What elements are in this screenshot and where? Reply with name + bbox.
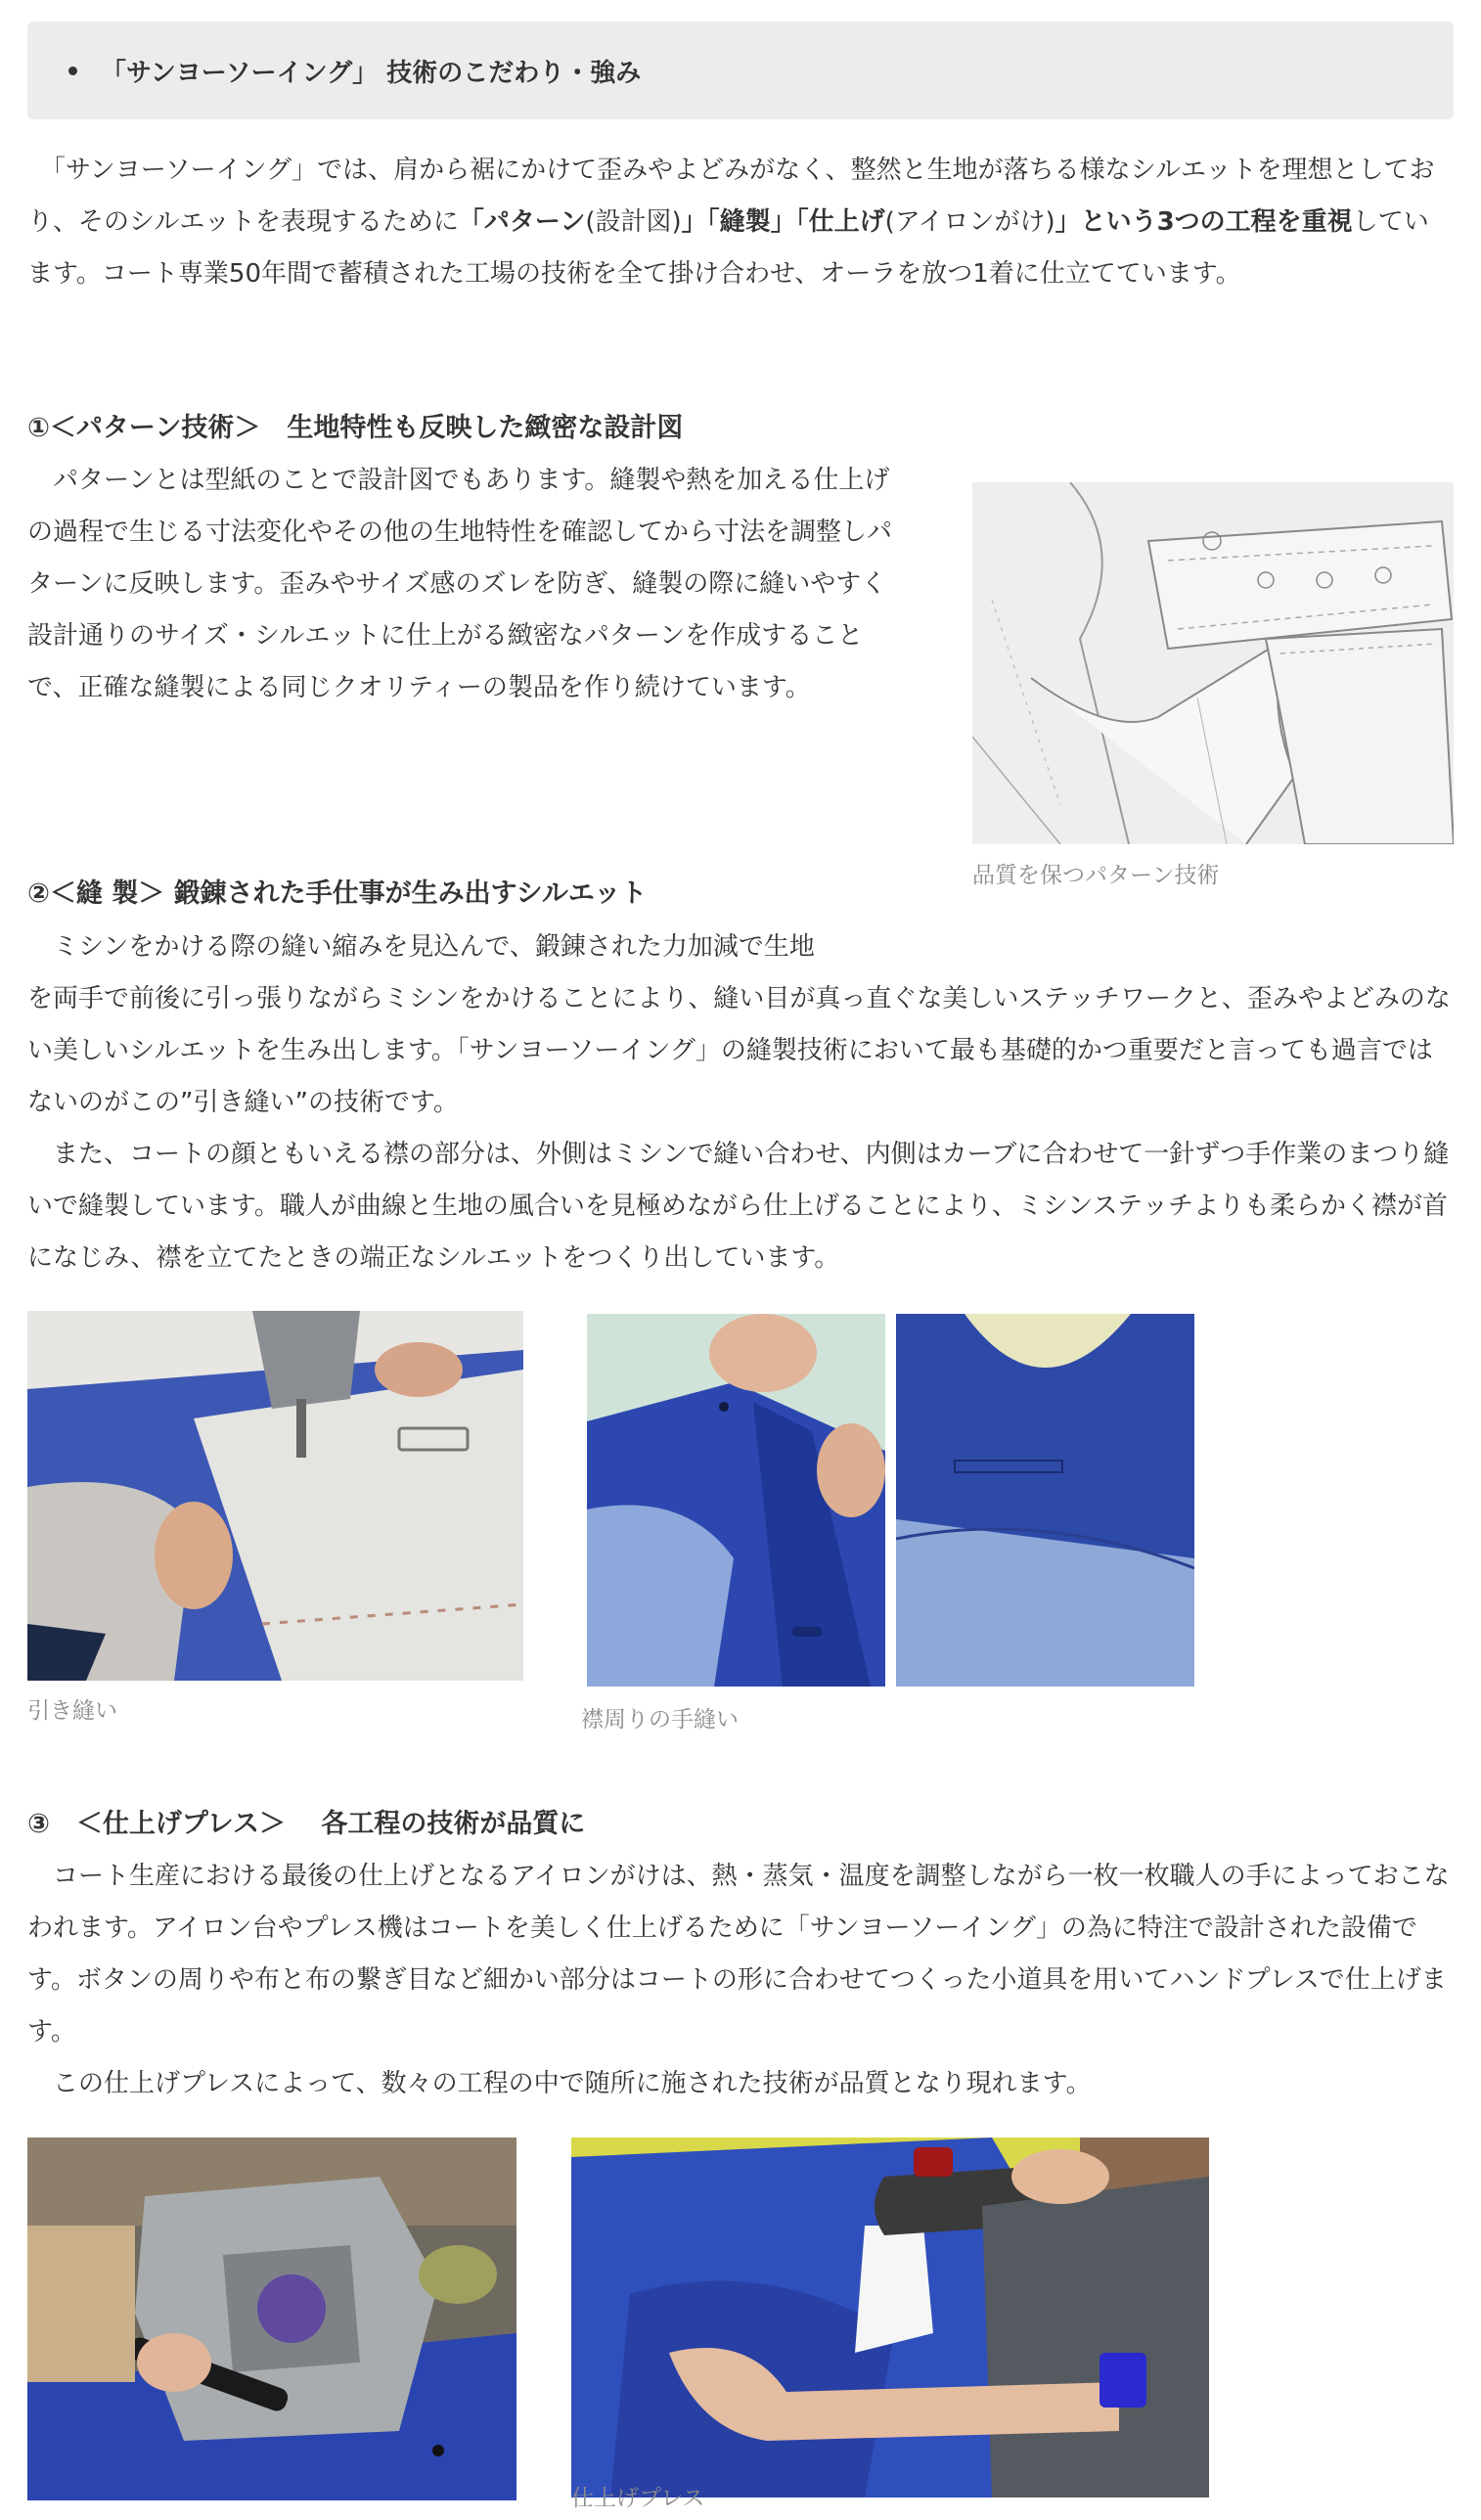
section2-heading: ②＜縫 製＞ 鍛錬された手仕事が生み出すシルエット	[27, 878, 648, 909]
collar-illustration-2	[896, 1314, 1194, 1687]
pattern-caption: 品質を保つパターン技術	[972, 863, 1220, 888]
section-header	[27, 22, 1454, 119]
bullet-icon	[68, 67, 77, 75]
press-machine-illustration	[27, 2138, 516, 2500]
section3-heading: ③ ＜仕上げプレス＞ 各工程の技術が品質に	[27, 1809, 586, 1839]
intro-text: (アイロンがけ)	[884, 207, 1055, 237]
sewing-machine-photo	[27, 1311, 523, 1681]
section2-body: を両手で前後に引っ張りながらミシンをかけることにより、縫い目が真っ直ぐな美しいステッチワークと、歪みやよどみのない美しいシルエットを生み出します。「サンヨーソーイング」の縫製技術において最も基礎的かつ重要だと言っても過言ではないのがこの”引き縫い”の技術です。	[27, 984, 1451, 1117]
collar-caption: 襟周りの手縫い	[581, 1707, 739, 1732]
intro-text: 「サンヨーソーイング」では、肩から裾にかけて歪みやよどみがなく、整然と生地が落ちる様なシルエットを理想としており、そのシルエットを表現するために	[27, 156, 1435, 237]
ironing-caption: 仕上げプレス	[571, 2486, 705, 2511]
intro-paragraph	[27, 145, 1454, 300]
section1-body: パターンとは型紙のことで設計図でもあります。縫製や熱を加える仕上げの過程で生じる寸法変化やその他の生地特性を確認してから寸法を調整しパターンに反映します。歪みやサイズ感のズレを防ぎ、縫製の際に縫いやすく設計通りのサイズ・シルエットに仕上がる緻密なパターンを作成することで、正確な縫製による同じクオリティーの製品を作り続けています。	[27, 466, 893, 702]
intro-bold: 」という3つの工程を重視	[1055, 207, 1353, 237]
intro-text: しています。コート専業50年間で蓄積された工場の技術を全て掛け合わせ、オーラを放つ1着に仕立てています。	[27, 207, 1429, 289]
sewing-machine-illustration	[27, 1311, 523, 1681]
sewing-caption: 引き縫い	[27, 1698, 117, 1724]
press-machine-photo	[27, 2138, 516, 2500]
section3-body2: この仕上げプレスによって、数々の工程の中で随所に施された技術が品質となり現れます。	[27, 2069, 1092, 2098]
section-title: 「サンヨーソーイング」 技術のこだわり・強み	[101, 58, 642, 88]
section2-first-line: ミシンをかける際の縫い縮みを見込んで、鍛錬された力加減で生地	[27, 932, 815, 962]
ironing-photo	[571, 2138, 1209, 2498]
section3-body: コート生産における最後の仕上げとなるアイロンがけは、熱・蒸気・温度を調整しながら一枚一枚職人の手によっておこなわれます。アイロン台やプレス機はコートを美しく仕上げるために「サンヨーソーイング」の為に特注で設計された設備です。ボタンの周りや布と布の繋ぎ目など細かい部分はコートの形に合わせてつくった小道具を用いてハンドプレスで仕上げます。	[27, 1862, 1450, 2047]
pattern-photo	[972, 482, 1454, 844]
section2-body2: また、コートの顔ともいえる襟の部分は、外側はミシンで縫い合わせ、内側はカーブに合わせて一針ずつ手作業のまつり縫いで縫製しています。職人が曲線と生地の風合いを見極めながら仕上げることにより、ミシンステッチよりも柔らかく襟が首になじみ、襟を立てたときの端正なシルエットをつくり出しています。	[27, 1140, 1450, 1273]
intro-text: (設計図)	[585, 207, 682, 237]
section1-heading: ①＜パターン技術＞ 生地特性も反映した緻密な設計図	[27, 413, 684, 443]
collar-photo-1	[587, 1314, 885, 1687]
intro-bold: 」「縫製」「仕上げ	[681, 207, 885, 237]
ironing-illustration	[571, 2138, 1209, 2498]
collar-photo-2	[896, 1314, 1194, 1687]
intro-bold: 「パターン	[458, 207, 586, 237]
collar-illustration-1	[587, 1314, 885, 1687]
pattern-drawing	[972, 482, 1454, 844]
